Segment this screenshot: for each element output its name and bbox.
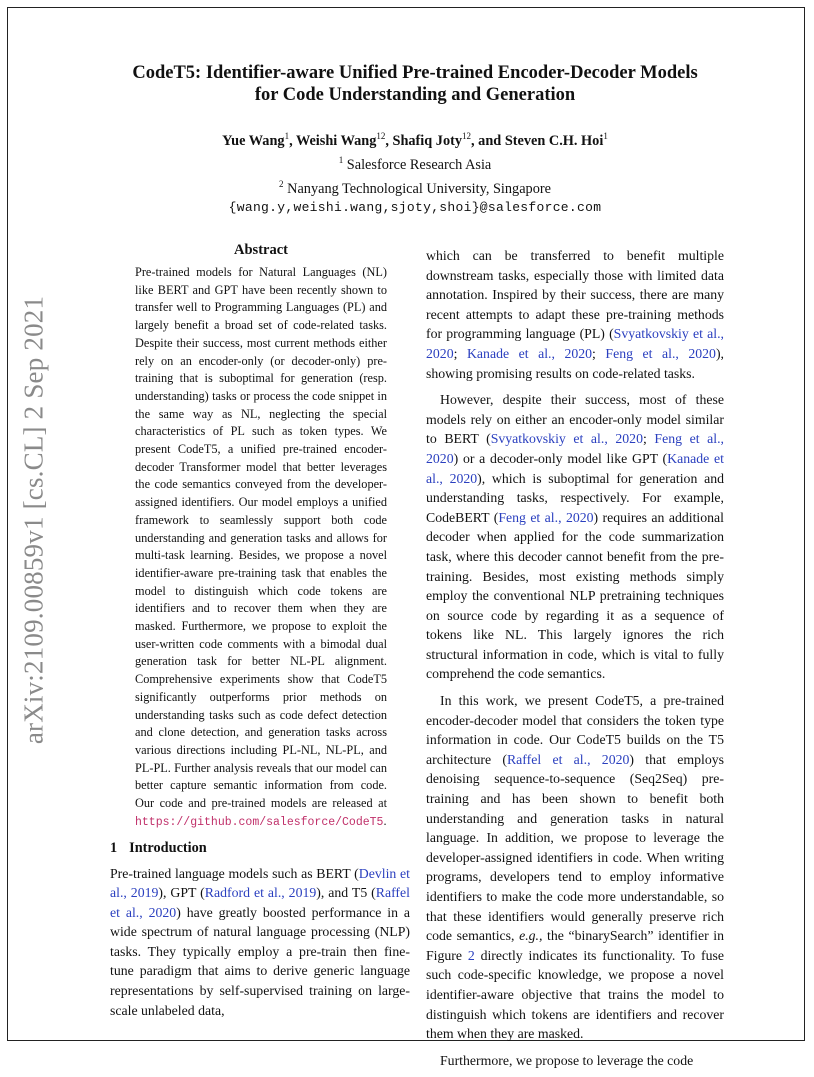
author-1: Yue Wang (222, 132, 285, 149)
intro-paragraph-1 (110, 864, 410, 1021)
text-span: ; (642, 431, 655, 447)
section-heading-introduction (110, 840, 410, 857)
text-span: e.g., (519, 928, 543, 944)
affiliation-2 (90, 175, 740, 199)
text-span: ) that employs denoising sequence-to-sequence (Seq2Seq) pre-training and has been shown to benefit both understanding and generation tasks in natural language. In addition, we propose to leverage the developer-assigned identifiers in code. When writing programs, developers tend to employ informative identifiers to make the code more understandable, so that these identifiers would generally preserve rich code semantics, (426, 751, 724, 944)
text-span: directly indicates its functionality. To fuse such code-specific knowledge, we propose a novel identifier-aware objective that trains the model to distinguish which tokens are identifiers and recover them when they are masked. (426, 947, 724, 1042)
affiliation-2-marker: 2 (279, 178, 284, 189)
abstract-heading: Abstract (234, 242, 288, 258)
citation-link[interactable]: Kanade et al., 2020 (466, 345, 593, 361)
text-span: ; (592, 345, 606, 361)
citation-link[interactable]: Raffel et al., 2020 (506, 751, 630, 767)
paper-title (90, 62, 740, 106)
text-span: the “binarySearch” identifier in Figure (426, 928, 724, 963)
title-line-2: for Code Understanding and Generation (254, 85, 576, 105)
paragraph-furthermore: Furthermore, we propose to leverage the code (440, 1052, 694, 1068)
abstract-end: . (383, 813, 387, 828)
author-4-affil: 1 (603, 131, 608, 141)
text-span: In this work, we present CodeT5, a pre-trained encoder-decoder model that considers the token type information in code. Our CodeT5 builds on the T5 architecture ( (426, 693, 724, 767)
section-title: Introduction (129, 839, 207, 856)
text-span: ), which is suboptimal for generation and understanding tasks, respectively. For example, CodeBERT ( (426, 470, 724, 525)
author-names: Yue Wang$^1$, Weishi Wang$^{12}$, Shafiq Joty$^{12}$, and Steven C.H. Hoi$^1$ (222, 131, 608, 149)
author-2-affil: 12 (376, 131, 386, 141)
citation-link[interactable]: Feng et al., 2020 (498, 509, 594, 525)
author-3: Shafiq Joty (392, 132, 463, 149)
paragraph-continued (426, 246, 724, 383)
citation-link[interactable]: Feng et al., 2020 (426, 431, 724, 466)
right-column (426, 246, 724, 1077)
abstract-body (135, 264, 387, 832)
affiliation-1-marker: 1 (338, 154, 344, 165)
abstract-text: Pre-trained models for Natural Languages (NL) like BERT and GPT have been recently shown to transfer well to Programming Languages (PL) and largely benefit a broad set of code-related tasks. Despite their success, most current methods either rely on an encoder-only (or decoder-only) pre-training that is suboptimal for generation (resp. understanding) tasks or process the code snippet in the same way as NL, neglecting the special characteristics of PL such as token types. We present CodeT5, a unified pre-trained encoder-decoder Transformer model that better leverages the code semantics conveyed from the developer-assigned identifiers. Our model employs a unified framework to seamlessly support both code understanding and generation tasks and allows for multi-task learning. Besides, we propose a novel identifier-aware pre-training task that enables the model to distinguish which code tokens are identifiers and to recover them when they are masked. Furthermore, we propose to exploit the user-written code comments with a bimodal dual generation task for better NL-PL alignment. Comprehensive experiments show that CodeT5 significantly outperforms prior methods on understanding tasks such as code defect detection and clone detection, and generation tasks across various directions including PL-NL, NL-PL, and PL-PL. Further analysis reveals that our model can better capture semantic information from code. Our code and pre-trained models are released at (135, 265, 387, 811)
affiliation-2-text: Nanyang Technological University, Singapore (287, 180, 551, 197)
author-1-affil: 1 (284, 131, 290, 141)
title-line-1: CodeT5: Identifier-aware Unified Pre-trained Encoder-Decoder Models (132, 63, 698, 83)
text-span: Pre-trained language models such as BERT ( (110, 865, 359, 881)
paragraph-however (426, 390, 724, 684)
text-span: ), and T5 ( (316, 885, 376, 901)
left-column (110, 242, 410, 1020)
section-number: 1 (110, 839, 118, 856)
author-emails: {wang.y,weishi.wang,sjoty,shoi}@salesforce.com (228, 200, 602, 216)
citation-link[interactable]: Svyatkovskiy et al., 2020 (426, 326, 724, 361)
affiliation-1-text: Salesforce Research Asia (346, 156, 492, 173)
figure-ref-link[interactable]: 2 (467, 947, 475, 963)
text-span: ), GPT ( (158, 885, 205, 901)
text-span: which can be transferred to benefit multiple downstream tasks, especially those with limited data annotation. Inspired by their success, there are many recent attempts to adapt these pre-training methods for programming language (PL) ( (426, 248, 724, 342)
author-2: Weishi Wang (295, 132, 377, 149)
author-4: Steven C.H. Hoi (504, 132, 604, 149)
text-span: ) requires an additional decoder when applied for the code summarization task, where this decoder cannot benefit from the pre-training. Besides, most existing methods simply employ the conventional NLP pretraining techniques on source code by regarding it as a sequence of tokens like NL. This largely ignores the rich structural information in code, which is vital to fully comprehend the code semantics. (426, 509, 724, 682)
citation-link[interactable]: Radford et al., 2019 (204, 885, 317, 901)
author-block (90, 127, 740, 217)
citation-link[interactable]: Svyatkovskiy et al., 2020 (490, 431, 643, 447)
citation-link[interactable]: Kanade et al., 2020 (426, 450, 724, 486)
author-3-affil: 12 (462, 131, 472, 141)
citation-link[interactable]: Devlin et al., 2019 (110, 865, 410, 901)
affiliation-1 (90, 151, 740, 175)
citation-link[interactable]: Raffel et al., 2020 (110, 885, 410, 920)
text-span: However, despite their success, most of these models rely on either an encoder-only model similar to BERT ( (426, 392, 724, 447)
citation-link[interactable]: Feng et al., 2020 (605, 345, 716, 361)
text-span: ) or a decoder-only model like GPT ( (453, 450, 668, 466)
text-span: ) have greatly boosted performance in a wide spectrum of natural language processing (NLP) tasks. They typically employ a pre-train then fine-tune paradigm that aims to derive generic language representations by self-supervised training on large-scale unlabeled data, (110, 904, 410, 1018)
arxiv-watermark (18, 290, 50, 750)
text-span: ; (453, 345, 467, 361)
arxiv-id-label[interactable]: arXiv:2109.00859v1 [cs.CL] 2 Sep 2021 (18, 295, 49, 745)
code-url-link[interactable]: https://github.com/salesforce/CodeT5 (135, 815, 384, 829)
paragraph-this-work (426, 691, 724, 1044)
text-span: ), showing promising results on code-related tasks. (426, 345, 724, 381)
